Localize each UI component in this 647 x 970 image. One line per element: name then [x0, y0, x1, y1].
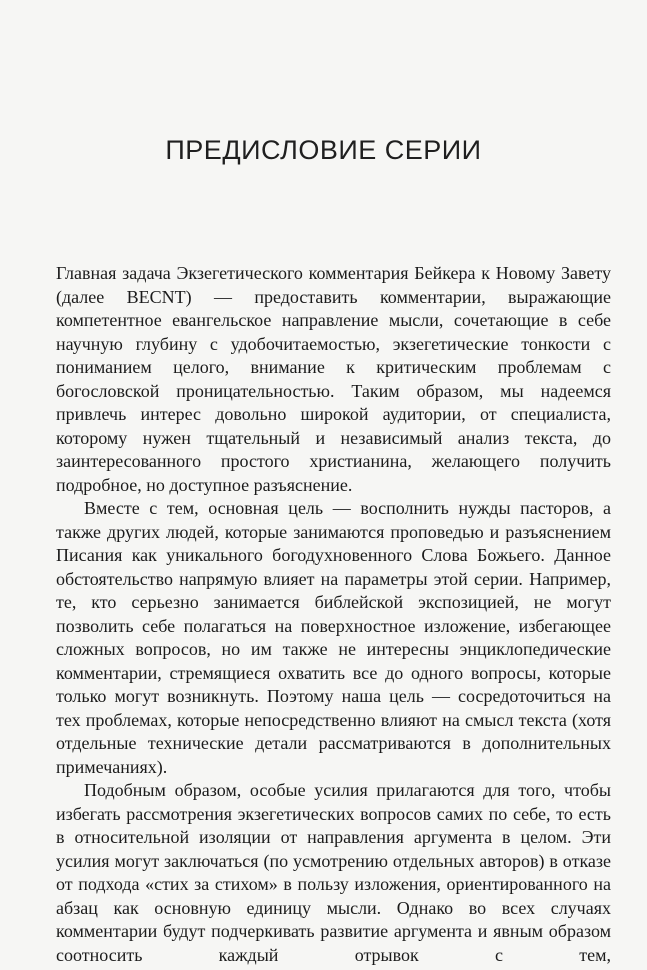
paragraph-3: Подобным образом, особые усилия прилагаются для того, чтобы избегать рассмотрения экзегетических вопросов самих по себе, то есть в относительной изоляции от направления аргумента в целом. Эти усилия могут заключаться (по усмотрению отдельных авторов) в отказе от подхода «стих за стихом» в пользу изложения, ориентированного на абзац как основную единицу мысли. Однако во всех случаях комментарии будут подчеркивать развитие аргумента и явным образом соотносить каждый отрывок с тем, [56, 780, 611, 965]
body-text [56, 262, 611, 967]
paragraph-1: Главная задача Экзегетического комментария Бейкера к Новому Завету (далее BECNT) — предоставить комментарии, выражающие компетентное евангельское направление мысли, сочетающие в себе научную глубину с удобочитаемостью, экзегетические тонкости с пониманием целого, внимание к критическим проблемам с богословской проницательностью. Таким образом, мы надеемся привлечь интерес довольно широкой аудитории, от специалиста, которому нужен тщательный и независимый анализ текста, до заинтересованного простого христианина, желающего получить подробное, но доступное разъяснение. [56, 263, 611, 495]
paragraph-2: Вместе с тем, основная цель — восполнить нужды пасторов, а также других людей, которые занимаются проповедью и разъяснением Писания как уникального богодухновенного Слова Божьего. Данное обстоятельство напрямую влияет на параметры этой серии. Например, те, кто серьезно занимается библейской экспозицией, не могут позволить себе полагаться на поверхностное изложение, избегающее сложных вопросов, но им также не интересны энциклопедические комментарии, стремящиеся охватить все до одного вопросы, которые только могут возникнуть. Поэтому наша цель — сосредоточиться на тех проблемах, которые непосредственно влияют на смысл текста (хотя отдельные технические детали рассматриваются в дополнительных примечаниях). [56, 498, 611, 777]
page-title: ПРЕДИСЛОВИЕ СЕРИИ [165, 135, 482, 165]
